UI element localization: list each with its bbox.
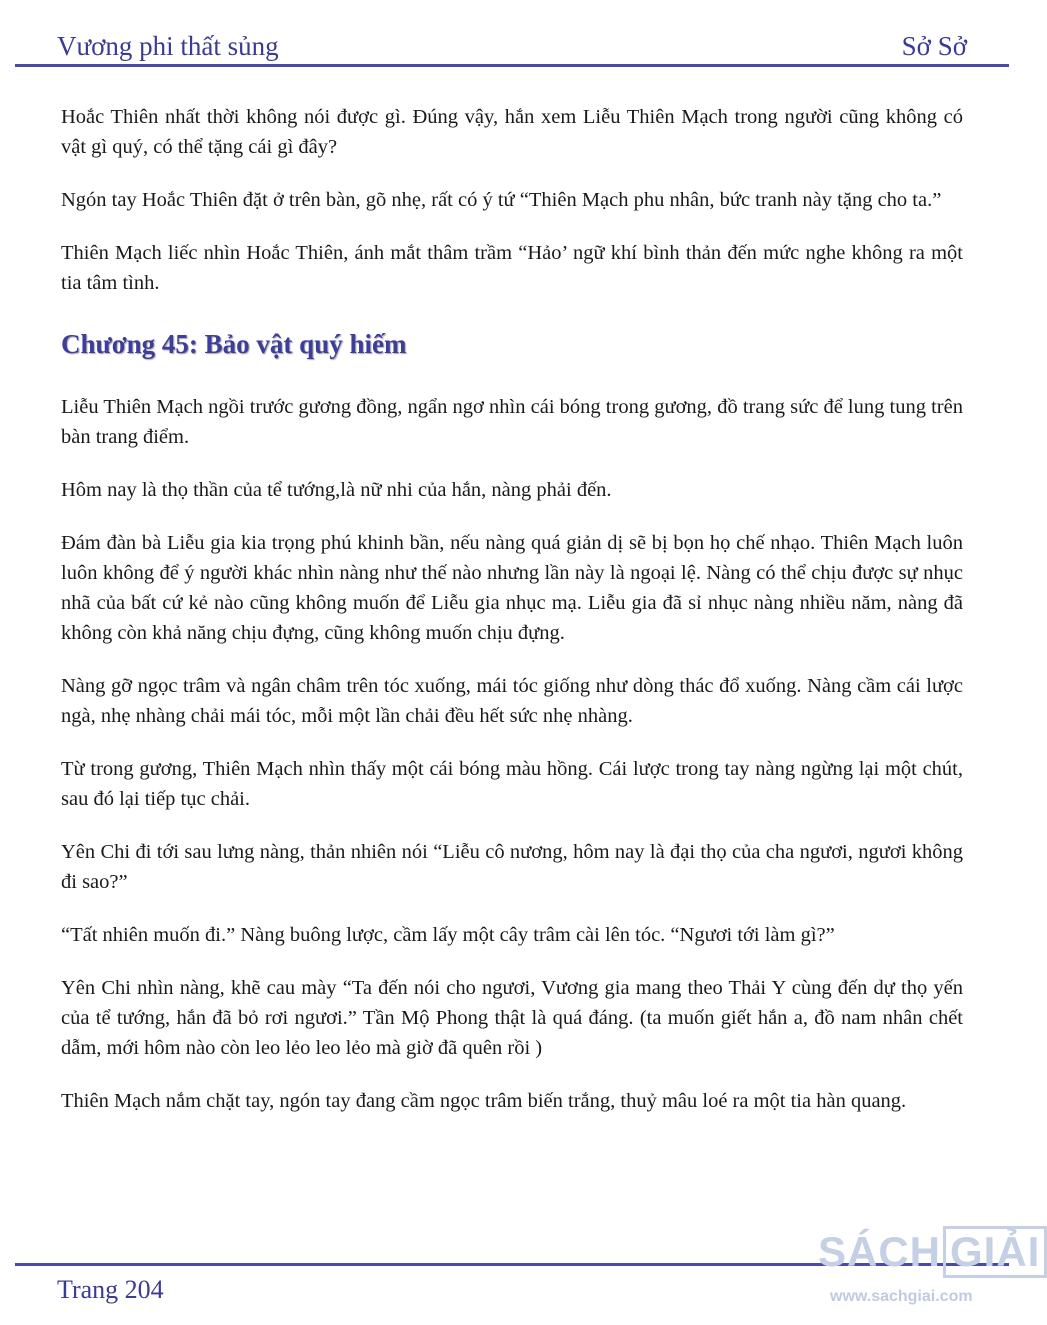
paragraph: Yên Chi nhìn nàng, khẽ cau mày “Ta đến nói cho ngươi, Vương gia mang theo Thải Y cùng đến dự thọ yến của tể tướng, hắn đã bỏ rơi ngươi.” Tần Mộ Phong thật là quá đáng. (ta muốn giết hắn a, đồ nam nhân chết dẫm, mới hôm nào còn leo lẻo leo lẻo mà giờ đã quên rồi ) [61,977,963,1059]
watermark-logo-boxed: GIẢI [943,1226,1047,1278]
watermark-url: www.sachgiai.com [830,1288,973,1305]
page-header [57,22,967,62]
chapter-heading: Chương 45: Bảo vật quý hiếm [61,329,407,359]
page-number: Trang 204 [57,1275,164,1304]
page-content [61,102,963,1139]
paragraph: “Tất nhiên muốn đi.” Nàng buông lược, cầm lấy một cây trâm cài lên tóc. “Ngươi tới làm gì?” [61,924,835,946]
paragraph: Hoắc Thiên nhất thời không nói được gì. Đúng vậy, hắn xem Liễu Thiên Mạch trong người cũng không có vật gì quý, có thể tặng cái gì đây? [61,106,963,158]
paragraph: Hôm nay là thọ thần của tể tướng,là nữ nhi của hắn, nàng phải đến. [61,479,612,501]
paragraph: Nàng gỡ ngọc trâm và ngân châm trên tóc xuống, mái tóc giống như dòng thác đổ xuống. Nàng cầm cái lược ngà, nhẹ nhàng chải mái tóc, mỗi một lần chải đều hết sức nhẹ nhàng. [61,675,963,727]
author-name: Sở Sở [901,31,967,61]
paragraph: Từ trong gương, Thiên Mạch nhìn thấy một cái bóng màu hồng. Cái lược trong tay nàng ngừng lại một chút, sau đó lại tiếp tục chải. [61,758,963,810]
paragraph: Thiên Mạch nắm chặt tay, ngón tay đang cầm ngọc trâm biến trắng, thuỷ mâu loé ra một tia hàn quang. [61,1090,907,1112]
paragraph: Yên Chi đi tới sau lưng nàng, thản nhiên nói “Liễu cô nương, hôm nay là đại thọ của cha ngươi, ngươi không đi sao?” [61,841,963,893]
watermark-logo [818,1222,1041,1314]
book-title: Vương phi thất sủng [57,31,279,61]
watermark-logo-left: SÁCH [818,1228,942,1275]
watermark-logo-text [818,1222,1041,1282]
header-divider [15,64,1009,67]
paragraph: Thiên Mạch liếc nhìn Hoắc Thiên, ánh mắt thâm trầm “Hảo’ ngữ khí bình thản đến mức nghe không ra một tia tâm tình. [61,242,963,294]
paragraph: Ngón tay Hoắc Thiên đặt ở trên bàn, gõ nhẹ, rất có ý tứ “Thiên Mạch phu nhân, bức tranh này tặng cho ta.” [61,189,942,211]
paragraph: Đám đàn bà Liễu gia kia trọng phú khinh bần, nếu nàng quá giản dị sẽ bị bọn họ chế nhạo. Thiên Mạch luôn luôn không để ý người khác nhìn nàng như thế nào nhưng lần này là ngoại lệ. Nàng có thể chịu được sự nhục nhã của bất cứ kẻ nào cũng không muốn để Liễu gia nhục mạ. Liễu gia đã sỉ nhục nàng nhiều năm, nàng đã không còn khả năng chịu đựng, cũng không muốn chịu đựng. [61,532,963,644]
paragraph: Liễu Thiên Mạch ngồi trước gương đồng, ngẩn ngơ nhìn cái bóng trong gương, đồ trang sức để lung tung trên bàn trang điểm. [61,396,963,448]
